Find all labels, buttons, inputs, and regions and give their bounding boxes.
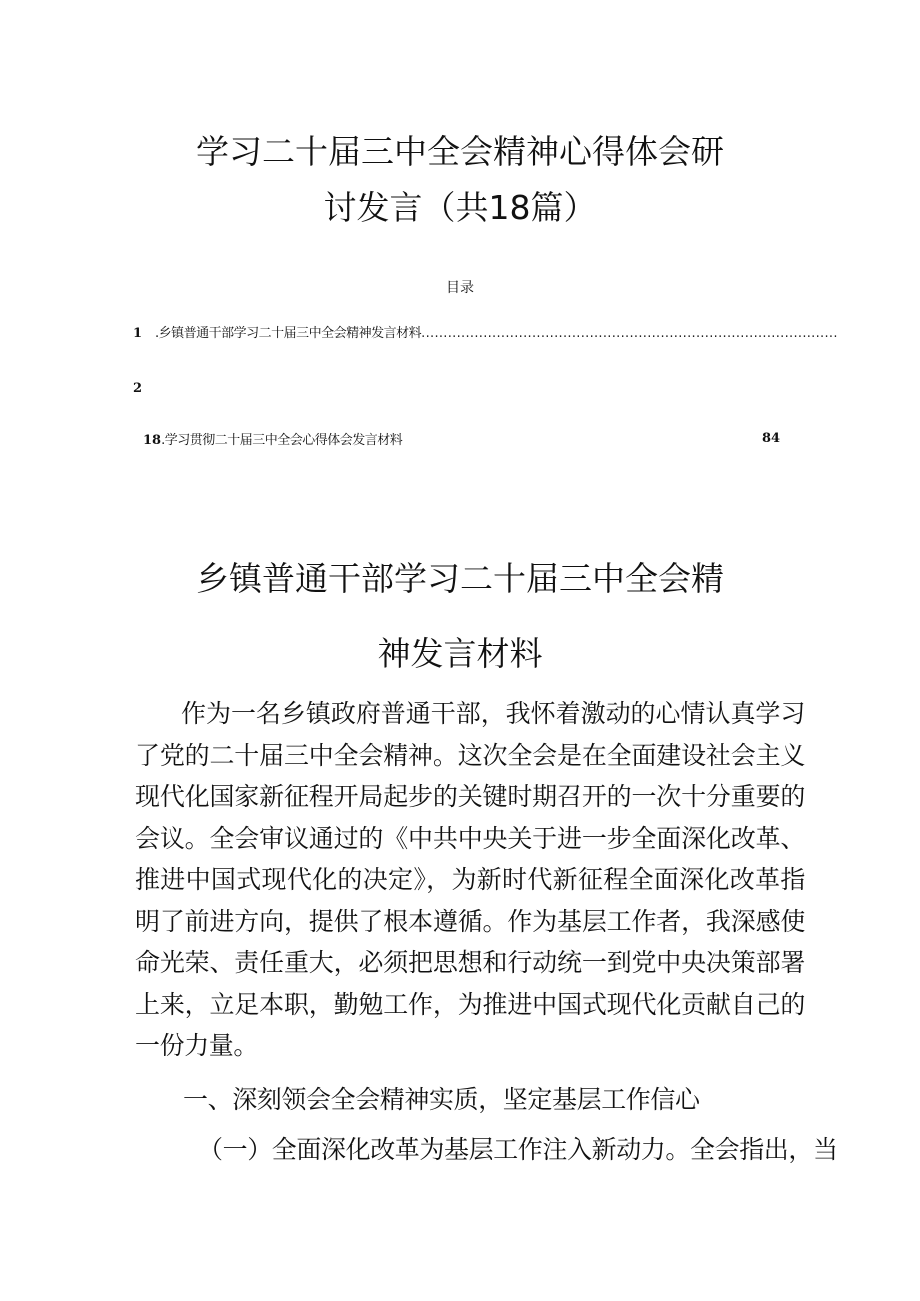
- section-title-line2: 神发言材料: [377, 634, 543, 673]
- toc-entry-18[interactable]: [143, 433, 402, 449]
- subsection-heading: （一）全面深化改革为基层工作注入新动力。全会指出，当: [198, 1135, 838, 1164]
- toc-entry-number: 1: [133, 326, 143, 341]
- toc-heading: 目录: [446, 280, 474, 296]
- toc-entry-number: 18: [143, 433, 162, 448]
- document-title-line2: 讨发言（共18篇）: [323, 188, 597, 227]
- toc-entry-1[interactable]: [133, 326, 838, 342]
- toc-entry-18-page: 84: [762, 431, 781, 446]
- body-paragraph: 作为一名乡镇政府普通干部，我怀着激动的心情认真学习了党的二十届三中全会精神。这次全会是在全面建设社会主义现代化国家新征程开局起步的关键时期召开的一次十分重要的会议。全会审议通过的《中共中央关于进一步全面深化改革、推进中国式现代化的决定》，为新时代新征程全面深化改革指明了前进方向，提供了根本遵循。作为基层工作者，我深感使命光荣、责任重大，必须把思想和行动统一到党中央决策部署上来，立足本职，勤勉工作，为推进中国式现代化贡献自己的一份力量。: [135, 699, 805, 1060]
- document-title-line1: 学习二十届三中全会精神心得体会研: [196, 132, 724, 171]
- toc-dot-leader: ..............................................................................................: [421, 326, 838, 341]
- toc-entry-text: .乡镇普通干部学习二十届三中全会精神发言材料: [155, 326, 422, 341]
- section-heading: 一、深刻领会全会精神实质，坚定基层工作信心: [183, 1085, 700, 1114]
- toc-entry-text: .学习贯彻二十届三中全会心得体会发言材料: [161, 433, 403, 448]
- section-title-line1: 乡镇普通干部学习二十届三中全会精: [196, 559, 724, 598]
- toc-entry-1-page: 2: [133, 381, 143, 396]
